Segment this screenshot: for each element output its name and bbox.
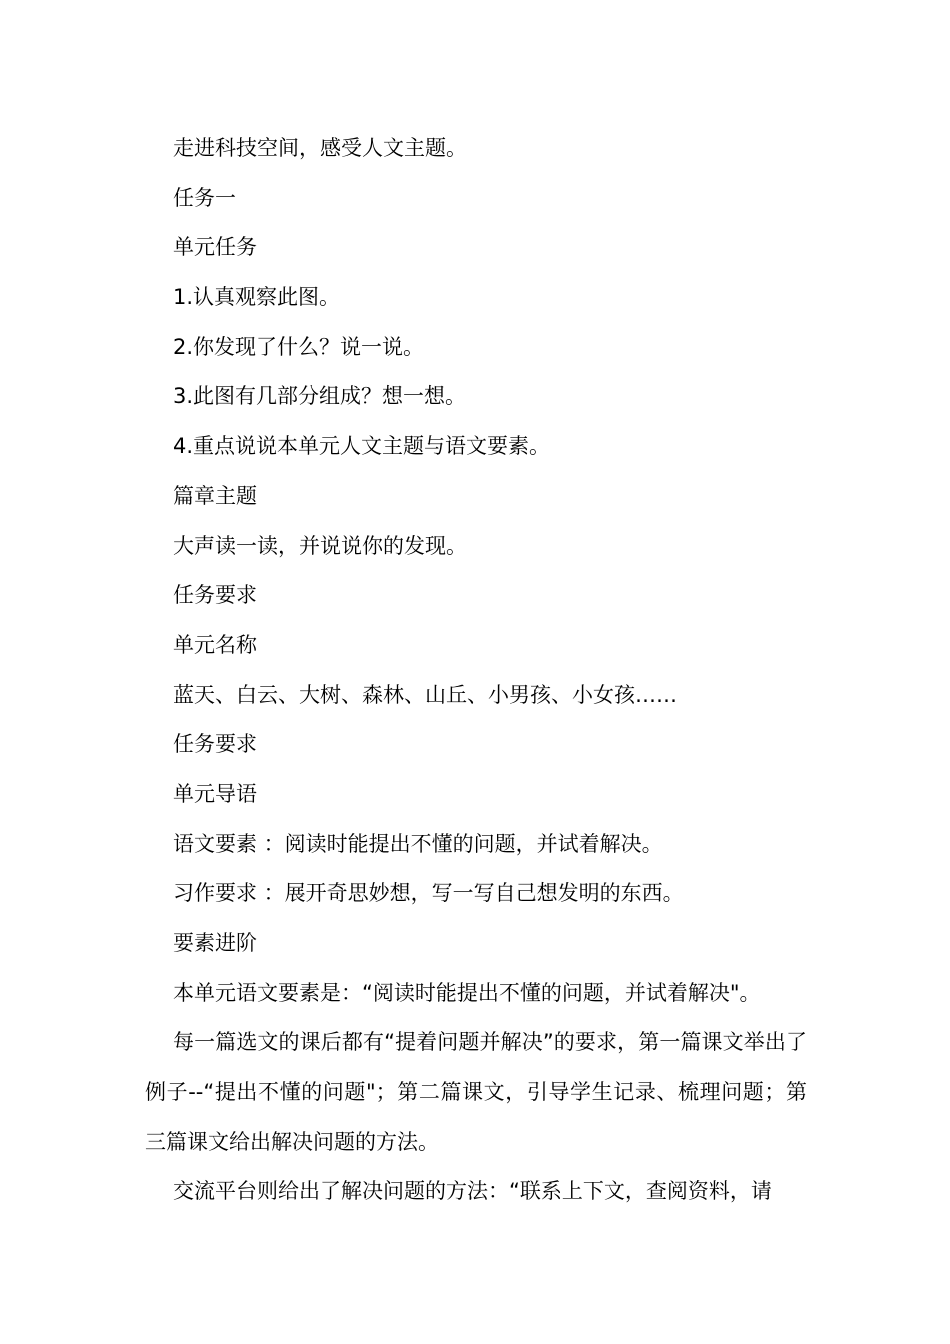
text-line: 蓝天、白云、大树、森林、山丘、小男孩、小女孩……	[173, 682, 677, 707]
section-heading: 单元任务	[173, 235, 257, 260]
text-line: 大声读一读，并说说你的发现。	[173, 533, 467, 558]
task-heading: 任务一	[173, 185, 236, 210]
list-item: 3.此图有几部分组成？想一想。	[173, 384, 467, 409]
section-heading: 单元名称	[173, 632, 257, 657]
list-item: 2.你发现了什么？说一说。	[173, 334, 425, 359]
text-line: 语文要素 ：阅读时能提出不懂的问题，并试着解决。	[173, 831, 663, 856]
text-line: 习作要求 ：展开奇思妙想，写一写自己想发明的东西。	[173, 881, 684, 906]
body-paragraph: 交流平台则给出了解决问题的方法：“联系上下文，查阅资料，请	[173, 1179, 772, 1204]
intro-line: 走进科技空间，感受人文主题。	[173, 136, 467, 160]
section-heading: 要素进阶	[173, 931, 257, 955]
section-heading: 任务要求	[173, 732, 257, 757]
body-paragraph: 每一篇选文的课后都有“提着问题并解决”的要求，第一篇课文举出了例子--“提出不懂的问题"；第二篇课文，引导学生记录、梳理问题；第三篇课文给出解决问题的方法。	[145, 1030, 807, 1154]
section-heading: 任务要求	[173, 583, 257, 608]
section-heading: 单元导语	[173, 781, 257, 806]
list-item: 1.认真观察此图。	[173, 285, 341, 310]
document-page	[145, 124, 807, 1217]
section-heading: 篇章主题	[173, 483, 257, 508]
list-item: 4.重点说说本单元人文主题与语文要素。	[173, 434, 551, 459]
text-line: 本单元语文要素是：“阅读时能提出不懂的问题，并试着解决"。	[173, 980, 761, 1005]
